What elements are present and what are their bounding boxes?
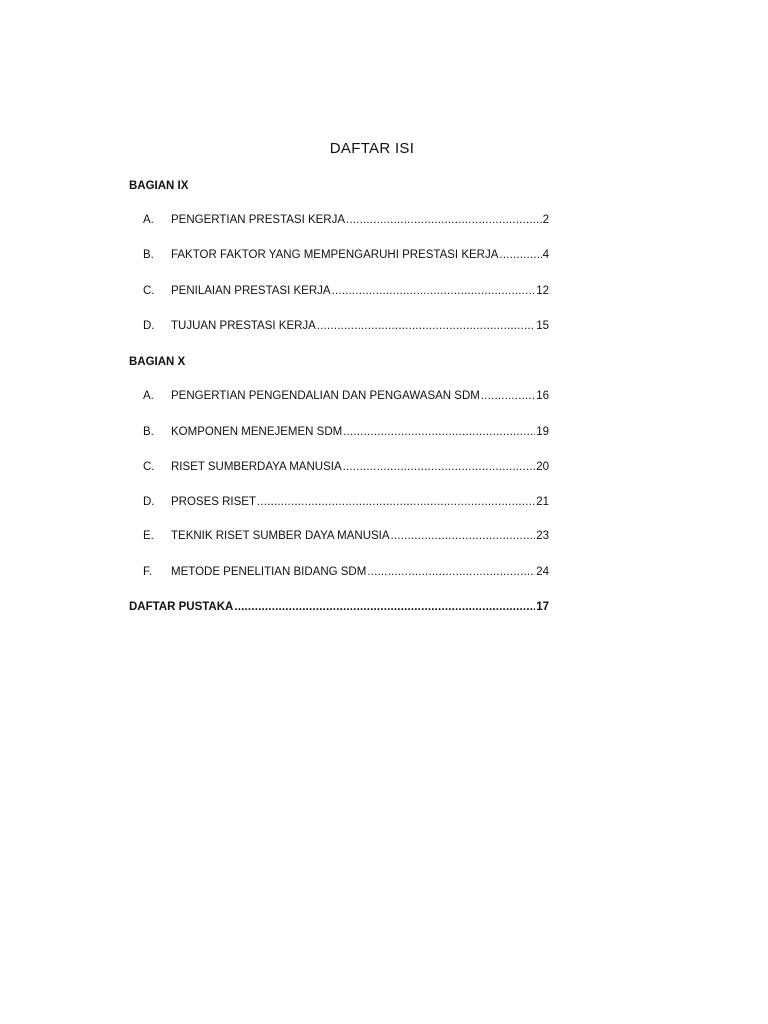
toc-entry[interactable] xyxy=(129,320,549,336)
toc-entry-label: PROSES RISET xyxy=(171,496,256,508)
toc-entry-page: 15 xyxy=(536,320,549,332)
toc-entry-letter: A. xyxy=(143,214,154,226)
section-heading-bagian-ix: BAGIAN IX xyxy=(129,180,189,192)
toc-entry-page: 2 xyxy=(542,214,549,226)
toc-entry-letter: C. xyxy=(143,461,155,473)
toc-entry-label: METODE PENELITIAN BIDANG SDM xyxy=(171,566,367,578)
toc-entry-page: 17 xyxy=(536,601,549,613)
toc-entry-page: 19 xyxy=(536,426,549,438)
dot-leader xyxy=(234,601,535,613)
dot-leader xyxy=(481,390,535,402)
toc-entry-letter: B. xyxy=(143,426,154,438)
toc-entry[interactable] xyxy=(129,461,549,477)
toc-entry[interactable] xyxy=(129,390,549,406)
toc-entry-page: 20 xyxy=(536,461,549,473)
toc-entry-bibliography[interactable] xyxy=(129,601,549,617)
toc-entry-page: 21 xyxy=(536,496,549,508)
toc-entry-letter: B. xyxy=(143,249,154,261)
toc-entry-letter: D. xyxy=(143,496,155,508)
toc-entry-letter: C. xyxy=(143,285,155,297)
toc-entry-label: TUJUAN PRESTASI KERJA xyxy=(171,320,316,332)
dot-leader xyxy=(343,426,535,438)
toc-entry[interactable] xyxy=(129,426,549,442)
toc-entry-letter: E. xyxy=(143,530,154,542)
toc-entry-label: FAKTOR FAKTOR YANG MEMPENGARUHI PRESTASI KERJA xyxy=(171,249,499,261)
toc-entry-label: PENGERTIAN PENGENDALIAN DAN PENGAWASAN SDM xyxy=(171,390,480,402)
toc-entry[interactable] xyxy=(129,496,549,512)
page-title: DAFTAR ISI xyxy=(329,140,415,157)
toc-entry-letter: F. xyxy=(143,566,152,578)
toc-entry[interactable] xyxy=(129,530,549,546)
toc-entry-letter: D. xyxy=(143,320,155,332)
dot-leader xyxy=(391,530,536,542)
toc-entry[interactable] xyxy=(129,214,549,230)
toc-entry-label: PENILAIAN PRESTASI KERJA xyxy=(171,285,331,297)
toc-entry[interactable] xyxy=(129,249,549,265)
toc-entry-page: 16 xyxy=(536,390,549,402)
dot-leader xyxy=(317,320,535,332)
toc-entry-label: DAFTAR PUSTAKA xyxy=(129,601,234,613)
dot-leader xyxy=(499,249,541,261)
toc-entry-label: TEKNIK RISET SUMBER DAYA MANUSIA xyxy=(171,530,390,542)
section-heading-bagian-x: BAGIAN X xyxy=(129,356,186,368)
toc-entry-letter: A. xyxy=(143,390,154,402)
toc-entry-page: 23 xyxy=(536,530,549,542)
dot-leader xyxy=(343,461,536,473)
toc-entry-label: KOMPONEN MENEJEMEN SDM xyxy=(171,426,343,438)
toc-entry[interactable] xyxy=(129,285,549,301)
toc-entry-label: RISET SUMBERDAYA MANUSIA xyxy=(171,461,342,473)
toc-entry-label: PENGERTIAN PRESTASI KERJA xyxy=(171,214,346,226)
dot-leader xyxy=(332,285,536,297)
dot-leader xyxy=(346,214,542,226)
dot-leader xyxy=(367,566,535,578)
toc-entry-page: 24 xyxy=(536,566,549,578)
toc-entry[interactable] xyxy=(129,566,549,582)
toc-entry-page: 4 xyxy=(542,249,549,261)
toc-entry-page: 12 xyxy=(536,285,549,297)
dot-leader xyxy=(257,496,535,508)
